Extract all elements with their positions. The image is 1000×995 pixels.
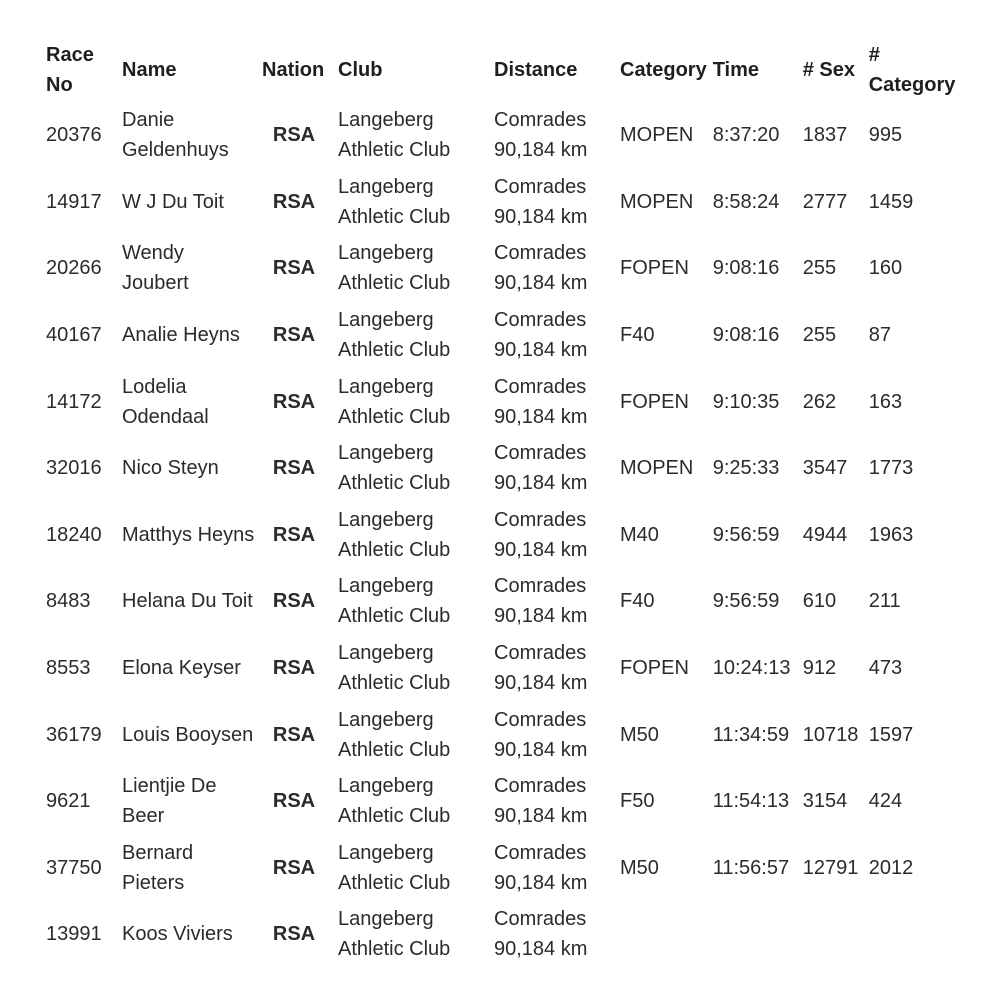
cell-sex-rank: 2777 <box>802 190 848 213</box>
table-row <box>40 502 955 569</box>
cell-time: 11:56:57 <box>712 856 790 879</box>
cell-race-no: 8483 <box>46 590 91 613</box>
table-row <box>40 835 955 902</box>
cell-sex-rank: 262 <box>802 390 837 413</box>
cell-distance: Comrades 90,184 km <box>494 775 588 828</box>
cell-category <box>614 901 707 968</box>
cell-nation: RSA <box>272 457 316 480</box>
table-row <box>40 169 955 236</box>
cell-distance: Comrades 90,184 km <box>494 508 588 561</box>
table-row <box>40 102 955 169</box>
cell-time: 9:56:59 <box>712 590 780 613</box>
cell-distance: Comrades 90,184 km <box>494 242 588 295</box>
table-row <box>40 635 955 702</box>
cell-club: Langeberg Athletic Club <box>338 375 451 428</box>
cell-club: Langeberg Athletic Club <box>338 175 451 228</box>
cell-nation: RSA <box>272 590 316 613</box>
cell-club: Langeberg Athletic Club <box>338 442 451 495</box>
cell-category-rank: 424 <box>868 790 903 813</box>
cell-category: F40 <box>620 590 655 613</box>
cell-category: MOPEN <box>620 457 694 480</box>
cell-category: MOPEN <box>620 190 694 213</box>
cell-race-no: 18240 <box>46 523 102 546</box>
table-row <box>40 701 955 768</box>
cell-distance: Comrades 90,184 km <box>494 375 588 428</box>
cell-category-rank: 163 <box>868 390 903 413</box>
cell-race-no: 20376 <box>46 124 102 147</box>
header-name: Name <box>122 59 177 81</box>
cell-distance: Comrades 90,184 km <box>494 841 588 894</box>
cell-club: Langeberg Athletic Club <box>338 309 451 362</box>
cell-name: Analie Heyns <box>122 324 240 347</box>
cell-name: Koos Viviers <box>122 923 233 946</box>
cell-sex-rank: 3547 <box>802 457 848 480</box>
cell-name: Helana Du Toit <box>122 590 253 613</box>
header-sex-rank: # Sex <box>802 59 855 81</box>
cell-time: 9:56:59 <box>712 523 780 546</box>
cell-time <box>707 901 797 968</box>
cell-sex-rank: 255 <box>802 257 837 280</box>
cell-distance: Comrades 90,184 km <box>494 442 588 495</box>
cell-distance: Comrades 90,184 km <box>494 109 588 162</box>
cell-name: Matthys Heyns <box>122 523 255 546</box>
cell-nation: RSA <box>272 257 316 280</box>
header-race-no: Race No <box>46 44 94 96</box>
cell-sex-rank <box>797 901 863 968</box>
table-row <box>40 368 955 435</box>
cell-category-rank: 2012 <box>868 856 914 879</box>
cell-nation: RSA <box>272 856 316 879</box>
table-row <box>40 768 955 835</box>
cell-category-rank: 87 <box>868 324 891 347</box>
cell-club: Langeberg Athletic Club <box>338 841 451 894</box>
cell-sex-rank: 3154 <box>802 790 848 813</box>
cell-name: Louis Booysen <box>122 723 254 746</box>
cell-distance: Comrades 90,184 km <box>494 708 588 761</box>
cell-race-no: 9621 <box>46 790 91 813</box>
cell-race-no: 40167 <box>46 324 102 347</box>
cell-category: MOPEN <box>620 124 694 147</box>
cell-club: Langeberg Athletic Club <box>338 908 451 961</box>
cell-category: FOPEN <box>620 657 689 680</box>
cell-nation: RSA <box>272 657 316 680</box>
cell-time: 9:08:16 <box>712 324 780 347</box>
cell-distance: Comrades 90,184 km <box>494 175 588 228</box>
cell-category-rank: 1597 <box>868 723 914 746</box>
cell-race-no: 13991 <box>46 923 102 946</box>
header-row <box>40 38 955 102</box>
cell-name: Nico Steyn <box>122 457 219 480</box>
cell-category-rank: 1963 <box>868 523 914 546</box>
table-row <box>40 901 955 968</box>
header-nation: Nation <box>262 59 325 81</box>
cell-sex-rank: 4944 <box>802 523 848 546</box>
cell-category: M50 <box>620 723 659 746</box>
cell-sex-rank: 255 <box>802 324 837 347</box>
cell-club: Langeberg Athletic Club <box>338 109 451 162</box>
header-time: Time <box>712 59 760 81</box>
cell-time: 9:25:33 <box>712 457 780 480</box>
cell-club: Langeberg Athletic Club <box>338 575 451 628</box>
cell-name: Lientjie De Beer <box>122 775 217 828</box>
cell-nation: RSA <box>272 523 316 546</box>
cell-race-no: 36179 <box>46 723 102 746</box>
table-row <box>40 235 955 302</box>
cell-nation: RSA <box>272 190 316 213</box>
cell-category-rank <box>863 901 956 968</box>
cell-category: M40 <box>620 523 659 546</box>
cell-name: Danie Geldenhuys <box>122 109 229 162</box>
cell-category-rank: 473 <box>868 657 903 680</box>
table-row <box>40 568 955 635</box>
cell-name: Bernard Pieters <box>122 841 194 894</box>
cell-club: Langeberg Athletic Club <box>338 775 451 828</box>
cell-category: FOPEN <box>620 390 689 413</box>
cell-sex-rank: 12791 <box>802 856 859 879</box>
cell-category-rank: 211 <box>868 590 901 613</box>
cell-nation: RSA <box>272 390 316 413</box>
results-body <box>40 102 955 968</box>
cell-category-rank: 995 <box>868 124 903 147</box>
cell-time: 8:37:20 <box>712 124 780 147</box>
cell-time: 11:34:59 <box>712 723 790 746</box>
cell-club: Langeberg Athletic Club <box>338 708 451 761</box>
header-distance: Distance <box>494 59 578 81</box>
cell-category-rank: 160 <box>868 257 903 280</box>
cell-distance: Comrades 90,184 km <box>494 642 588 695</box>
cell-distance: Comrades 90,184 km <box>494 908 588 961</box>
cell-category: F50 <box>620 790 655 813</box>
cell-race-no: 32016 <box>46 457 102 480</box>
results-table <box>40 38 955 968</box>
cell-sex-rank: 10718 <box>802 723 859 746</box>
cell-club: Langeberg Athletic Club <box>338 642 451 695</box>
table-row <box>40 302 955 369</box>
cell-name: Elona Keyser <box>122 657 241 680</box>
cell-category: F40 <box>620 324 655 347</box>
cell-distance: Comrades 90,184 km <box>494 575 588 628</box>
cell-race-no: 14917 <box>46 190 102 213</box>
cell-sex-rank: 1837 <box>802 124 848 147</box>
cell-nation: RSA <box>272 923 316 946</box>
cell-sex-rank: 610 <box>802 590 837 613</box>
header-category-rank: # Category <box>868 44 956 96</box>
table-row <box>40 435 955 502</box>
cell-name: W J Du Toit <box>122 190 224 213</box>
cell-category: M50 <box>620 856 659 879</box>
cell-distance: Comrades 90,184 km <box>494 309 588 362</box>
cell-category-rank: 1773 <box>868 457 914 480</box>
cell-race-no: 14172 <box>46 390 102 413</box>
cell-time: 8:58:24 <box>712 190 780 213</box>
cell-nation: RSA <box>272 124 316 147</box>
header-category: Category <box>620 59 707 81</box>
cell-category: FOPEN <box>620 257 689 280</box>
cell-club: Langeberg Athletic Club <box>338 242 451 295</box>
cell-time: 10:24:13 <box>712 657 791 680</box>
cell-race-no: 37750 <box>46 856 102 879</box>
cell-race-no: 8553 <box>46 657 91 680</box>
cell-nation: RSA <box>272 324 316 347</box>
cell-time: 11:54:13 <box>712 790 790 813</box>
cell-race-no: 20266 <box>46 257 102 280</box>
cell-category-rank: 1459 <box>868 190 914 213</box>
cell-sex-rank: 912 <box>802 657 837 680</box>
cell-time: 9:08:16 <box>712 257 780 280</box>
cell-nation: RSA <box>272 723 316 746</box>
cell-club: Langeberg Athletic Club <box>338 508 451 561</box>
header-club: Club <box>338 59 383 81</box>
cell-name: Lodelia Odendaal <box>122 375 209 428</box>
cell-name: Wendy Joubert <box>122 242 189 295</box>
cell-time: 9:10:35 <box>712 390 780 413</box>
cell-nation: RSA <box>272 790 316 813</box>
